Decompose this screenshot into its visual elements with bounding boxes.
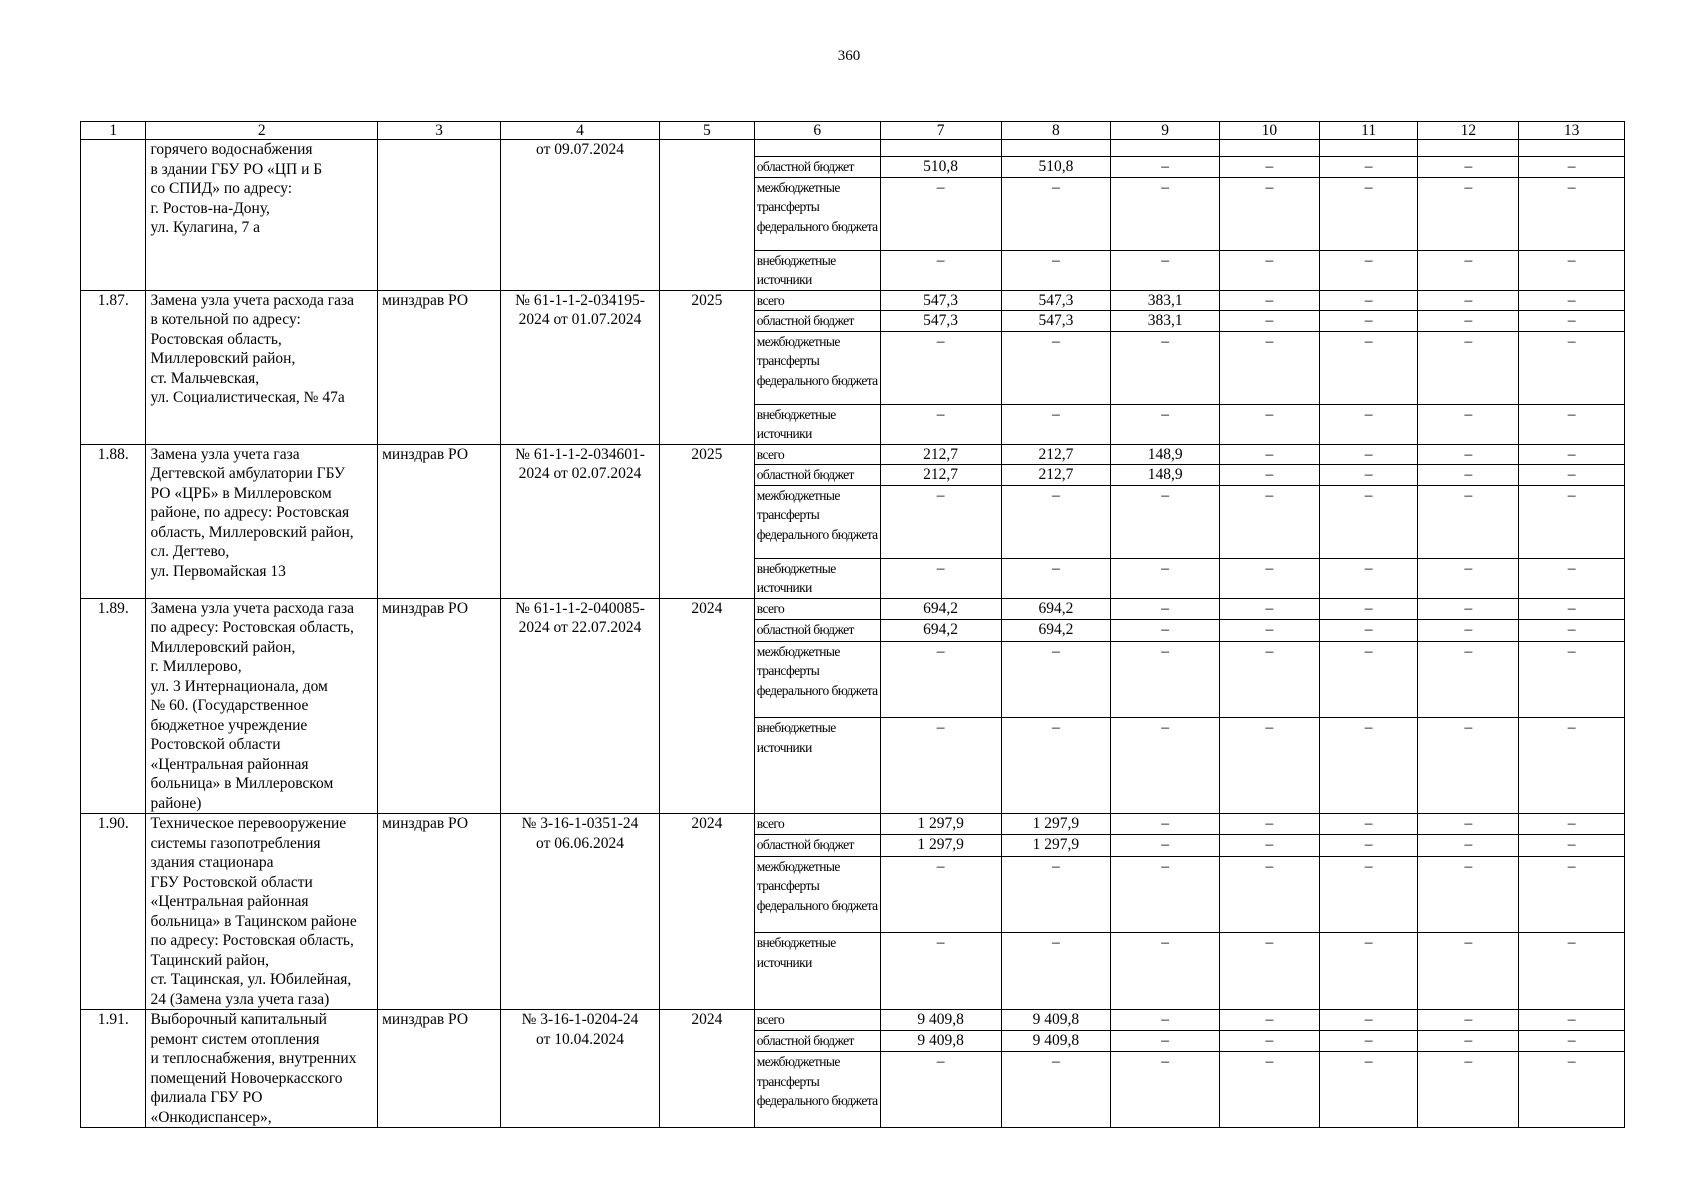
value-cell: –	[1319, 620, 1418, 642]
responsible: минздрав РО	[378, 814, 501, 1010]
source-label: всего	[754, 598, 880, 620]
year: 2024	[660, 598, 755, 814]
value-cell: –	[1519, 444, 1625, 465]
value-cell: 694,2	[1001, 620, 1111, 642]
value-cell: –	[1319, 598, 1418, 620]
value-cell: –	[1519, 598, 1625, 620]
source-label: областной бюджет	[754, 620, 880, 642]
value-cell	[1220, 140, 1320, 157]
header-cell: 9	[1111, 122, 1220, 140]
value-cell: 9 409,8	[1001, 1010, 1111, 1031]
value-cell: –	[1220, 250, 1320, 290]
value-cell: –	[1319, 933, 1418, 1010]
budget-table	[80, 121, 1625, 1128]
value-cell	[1418, 140, 1519, 157]
item-name: Замена узла учета газа Дегтевской амбулатории ГБУ РО «ЦРБ» в Миллеровском районе, по адресу: Ростовская область, Миллеровский район, сл. Дегтево, ул. Первомайская 13	[146, 444, 378, 598]
value-cell: –	[1519, 1052, 1625, 1128]
value-cell: –	[1519, 558, 1625, 598]
value-cell: –	[1001, 1052, 1111, 1128]
header-row	[81, 122, 1625, 140]
value-cell: –	[1319, 718, 1418, 814]
source-label: внебюджетные источники	[754, 558, 880, 598]
value-cell: –	[1220, 620, 1320, 642]
value-cell: –	[1220, 404, 1320, 444]
responsible	[378, 140, 501, 291]
value-cell: 212,7	[1001, 444, 1111, 465]
item-name: Замена узла учета расхода газа по адресу: Ростовская область, Миллеровский район, г. Миллерово, ул. 3 Интернационала, дом № 60. (Государственное бюджетное учреждение Ростовской области «Центральная районная больница» в Миллеровском районе)	[146, 598, 378, 814]
value-cell	[1319, 140, 1418, 157]
item-number: 1.88.	[81, 444, 146, 598]
value-cell: –	[880, 856, 1001, 933]
document-ref: № 61-1-1-2-034195- 2024 от 01.07.2024	[500, 290, 659, 444]
value-cell: –	[1319, 465, 1418, 486]
source-label: областной бюджет	[754, 157, 880, 178]
value-cell: –	[1111, 558, 1220, 598]
document-ref: от 09.07.2024	[500, 140, 659, 291]
value-cell: –	[1001, 250, 1111, 290]
value-cell: 694,2	[880, 598, 1001, 620]
value-cell	[1519, 140, 1625, 157]
header-cell: 2	[146, 122, 378, 140]
value-cell: 383,1	[1111, 311, 1220, 332]
value-cell: 148,9	[1111, 444, 1220, 465]
header-cell: 8	[1001, 122, 1111, 140]
value-cell: –	[1111, 1010, 1220, 1031]
value-cell: 1 297,9	[1001, 835, 1111, 856]
value-cell: –	[1519, 814, 1625, 835]
value-cell: –	[1519, 835, 1625, 856]
document-ref: № 61-1-1-2-040085- 2024 от 22.07.2024	[500, 598, 659, 814]
header-cell: 5	[660, 122, 755, 140]
source-label: областной бюджет	[754, 311, 880, 332]
value-cell: –	[1319, 641, 1418, 718]
value-cell: –	[880, 1052, 1001, 1128]
value-cell: –	[1519, 331, 1625, 404]
value-cell: –	[1418, 933, 1519, 1010]
item-number: 1.90.	[81, 814, 146, 1010]
table-row	[81, 290, 1625, 311]
value-cell: –	[1220, 485, 1320, 558]
value-cell: –	[1319, 1052, 1418, 1128]
value-cell: –	[1319, 250, 1418, 290]
item-number: 1.87.	[81, 290, 146, 444]
header-cell: 6	[754, 122, 880, 140]
value-cell: –	[1418, 177, 1519, 250]
value-cell: –	[1519, 157, 1625, 178]
value-cell: –	[1220, 933, 1320, 1010]
value-cell: –	[1319, 290, 1418, 311]
source-label: всего	[754, 814, 880, 835]
source-label: межбюджетные трансферты федерального бюджета	[754, 641, 880, 718]
value-cell: –	[1220, 856, 1320, 933]
source-label	[754, 140, 880, 157]
source-label: внебюджетные источники	[754, 250, 880, 290]
value-cell: –	[1319, 1031, 1418, 1052]
value-cell: –	[1111, 485, 1220, 558]
value-cell: –	[1220, 814, 1320, 835]
value-cell: –	[1111, 598, 1220, 620]
table-row	[81, 444, 1625, 465]
value-cell: –	[1519, 641, 1625, 718]
value-cell: –	[1319, 835, 1418, 856]
value-cell: 9 409,8	[880, 1010, 1001, 1031]
value-cell: 1 297,9	[1001, 814, 1111, 835]
value-cell: –	[1418, 814, 1519, 835]
value-cell: –	[1001, 331, 1111, 404]
source-label: областной бюджет	[754, 1031, 880, 1052]
header-cell: 12	[1418, 122, 1519, 140]
value-cell: 383,1	[1111, 290, 1220, 311]
value-cell: –	[1220, 177, 1320, 250]
value-cell: –	[1111, 1052, 1220, 1128]
value-cell: –	[1220, 1052, 1320, 1128]
value-cell: –	[1111, 250, 1220, 290]
table-row	[81, 140, 1625, 157]
source-label: межбюджетные трансферты федерального бюджета	[754, 177, 880, 250]
value-cell: 694,2	[1001, 598, 1111, 620]
table-row	[81, 1010, 1625, 1031]
header-cell: 7	[880, 122, 1001, 140]
year	[660, 140, 755, 291]
header-cell: 4	[500, 122, 659, 140]
value-cell: –	[1001, 641, 1111, 718]
value-cell	[1111, 140, 1220, 157]
value-cell: –	[880, 404, 1001, 444]
value-cell: –	[1220, 641, 1320, 718]
source-label: внебюджетные источники	[754, 718, 880, 814]
value-cell: –	[1111, 157, 1220, 178]
value-cell: –	[1519, 1010, 1625, 1031]
item-number: 1.91.	[81, 1010, 146, 1128]
header-cell: 11	[1319, 122, 1418, 140]
value-cell: –	[1001, 404, 1111, 444]
value-cell: 510,8	[880, 157, 1001, 178]
value-cell: –	[1418, 856, 1519, 933]
item-number: 1.89.	[81, 598, 146, 814]
value-cell: –	[1519, 250, 1625, 290]
value-cell: –	[1418, 290, 1519, 311]
value-cell: –	[1111, 718, 1220, 814]
value-cell: –	[1001, 933, 1111, 1010]
value-cell: –	[1418, 1052, 1519, 1128]
value-cell: –	[880, 250, 1001, 290]
source-label: областной бюджет	[754, 835, 880, 856]
value-cell: –	[1220, 311, 1320, 332]
source-label: всего	[754, 1010, 880, 1031]
value-cell: –	[880, 485, 1001, 558]
value-cell: –	[1111, 835, 1220, 856]
value-cell	[1001, 140, 1111, 157]
value-cell: –	[1519, 1031, 1625, 1052]
document-ref: № 61-1-1-2-034601- 2024 от 02.07.2024	[500, 444, 659, 598]
value-cell: –	[1111, 177, 1220, 250]
source-label: межбюджетные трансферты федерального бюджета	[754, 1052, 880, 1128]
responsible: минздрав РО	[378, 444, 501, 598]
value-cell: –	[1418, 558, 1519, 598]
value-cell: –	[1220, 835, 1320, 856]
value-cell: –	[1519, 177, 1625, 250]
value-cell	[880, 140, 1001, 157]
value-cell: –	[1220, 157, 1320, 178]
value-cell: –	[1220, 331, 1320, 404]
value-cell: –	[1319, 157, 1418, 178]
value-cell: –	[1220, 598, 1320, 620]
value-cell: –	[1519, 718, 1625, 814]
value-cell: –	[1111, 933, 1220, 1010]
value-cell: –	[1111, 641, 1220, 718]
value-cell: 547,3	[1001, 290, 1111, 311]
value-cell: –	[1111, 331, 1220, 404]
value-cell: –	[1220, 1010, 1320, 1031]
value-cell: –	[1319, 444, 1418, 465]
value-cell: –	[1418, 444, 1519, 465]
value-cell: –	[1418, 1010, 1519, 1031]
value-cell: 547,3	[1001, 311, 1111, 332]
value-cell: –	[880, 641, 1001, 718]
value-cell: –	[1519, 485, 1625, 558]
value-cell: 212,7	[880, 444, 1001, 465]
source-label: межбюджетные трансферты федерального бюджета	[754, 331, 880, 404]
item-name: горячего водоснабжения в здании ГБУ РО «ЦП и Б со СПИД» по адресу: г. Ростов-на-Дону, ул. Кулагина, 7 а	[146, 140, 378, 291]
value-cell: –	[1319, 404, 1418, 444]
value-cell: –	[880, 177, 1001, 250]
value-cell: –	[1319, 1010, 1418, 1031]
value-cell: 9 409,8	[1001, 1031, 1111, 1052]
responsible: минздрав РО	[378, 1010, 501, 1128]
value-cell: 510,8	[1001, 157, 1111, 178]
value-cell: –	[1001, 558, 1111, 598]
value-cell: 1 297,9	[880, 835, 1001, 856]
value-cell: –	[1519, 404, 1625, 444]
year: 2025	[660, 290, 755, 444]
source-label: всего	[754, 290, 880, 311]
value-cell: –	[1111, 620, 1220, 642]
source-label: внебюджетные источники	[754, 933, 880, 1010]
source-label: межбюджетные трансферты федерального бюджета	[754, 856, 880, 933]
value-cell: –	[880, 933, 1001, 1010]
item-name: Выборочный капитальный ремонт систем отопления и теплоснабжения, внутренних помещений Новочеркасского филиала ГБУ РО «Онкодиспансер»,	[146, 1010, 378, 1128]
value-cell: –	[1319, 558, 1418, 598]
item-name: Техническое перевооружение системы газопотребления здания стационара ГБУ Ростовской области «Центральная районная больница» в Тацинском районе по адресу: Ростовская область, Тацинский район, ст. Тацинская, ул. Юбилейная, 24 (Замена узла учета газа)	[146, 814, 378, 1010]
value-cell: –	[1220, 465, 1320, 486]
source-label: всего	[754, 444, 880, 465]
year: 2025	[660, 444, 755, 598]
value-cell: –	[1220, 1031, 1320, 1052]
value-cell: –	[1111, 1031, 1220, 1052]
source-label: областной бюджет	[754, 465, 880, 486]
value-cell: –	[1519, 856, 1625, 933]
value-cell: –	[1519, 620, 1625, 642]
value-cell: 694,2	[880, 620, 1001, 642]
table-row	[81, 598, 1625, 620]
value-cell: –	[1418, 157, 1519, 178]
value-cell: 148,9	[1111, 465, 1220, 486]
value-cell: –	[1519, 290, 1625, 311]
value-cell: –	[1111, 404, 1220, 444]
value-cell: –	[1418, 250, 1519, 290]
value-cell: –	[1519, 465, 1625, 486]
document-ref: № 3-16-1-0351-24 от 06.06.2024	[500, 814, 659, 1010]
header-cell: 1	[81, 122, 146, 140]
header-cell: 13	[1519, 122, 1625, 140]
value-cell: –	[1418, 311, 1519, 332]
source-label: внебюджетные источники	[754, 404, 880, 444]
page-number: 360	[837, 48, 861, 64]
value-cell: –	[1418, 404, 1519, 444]
source-label: межбюджетные трансферты федерального бюджета	[754, 485, 880, 558]
value-cell: –	[1418, 331, 1519, 404]
year: 2024	[660, 814, 755, 1010]
value-cell: –	[1319, 814, 1418, 835]
value-cell: –	[1418, 835, 1519, 856]
value-cell: –	[1111, 856, 1220, 933]
value-cell: –	[1418, 620, 1519, 642]
value-cell: 212,7	[880, 465, 1001, 486]
value-cell: 1 297,9	[880, 814, 1001, 835]
value-cell: 212,7	[1001, 465, 1111, 486]
value-cell: –	[1220, 558, 1320, 598]
value-cell: –	[1001, 856, 1111, 933]
header-cell: 3	[378, 122, 501, 140]
value-cell: 9 409,8	[880, 1031, 1001, 1052]
value-cell: –	[1220, 290, 1320, 311]
value-cell: –	[1418, 485, 1519, 558]
value-cell: –	[1319, 311, 1418, 332]
value-cell: –	[1220, 444, 1320, 465]
value-cell: –	[1220, 718, 1320, 814]
value-cell: –	[1001, 177, 1111, 250]
value-cell: –	[1418, 718, 1519, 814]
value-cell: 547,3	[880, 290, 1001, 311]
value-cell: –	[1418, 465, 1519, 486]
document-ref: № 3-16-1-0204-24 от 10.04.2024	[500, 1010, 659, 1128]
value-cell: –	[1319, 856, 1418, 933]
value-cell: –	[1319, 485, 1418, 558]
value-cell: –	[1319, 331, 1418, 404]
value-cell: –	[1001, 485, 1111, 558]
item-number	[81, 140, 146, 291]
value-cell: –	[1519, 311, 1625, 332]
header-cell: 10	[1220, 122, 1320, 140]
table-row	[81, 814, 1625, 835]
year: 2024	[660, 1010, 755, 1128]
value-cell: 547,3	[880, 311, 1001, 332]
value-cell: –	[880, 718, 1001, 814]
responsible: минздрав РО	[378, 598, 501, 814]
value-cell: –	[1111, 814, 1220, 835]
value-cell: –	[880, 331, 1001, 404]
value-cell: –	[1418, 598, 1519, 620]
value-cell: –	[880, 558, 1001, 598]
item-name: Замена узла учета расхода газа в котельной по адресу: Ростовская область, Миллеровский район, ст. Мальчевская, ул. Социалистическая, № 47а	[146, 290, 378, 444]
value-cell: –	[1319, 177, 1418, 250]
value-cell: –	[1001, 718, 1111, 814]
value-cell: –	[1418, 641, 1519, 718]
responsible: минздрав РО	[378, 290, 501, 444]
value-cell: –	[1418, 1031, 1519, 1052]
value-cell: –	[1519, 933, 1625, 1010]
